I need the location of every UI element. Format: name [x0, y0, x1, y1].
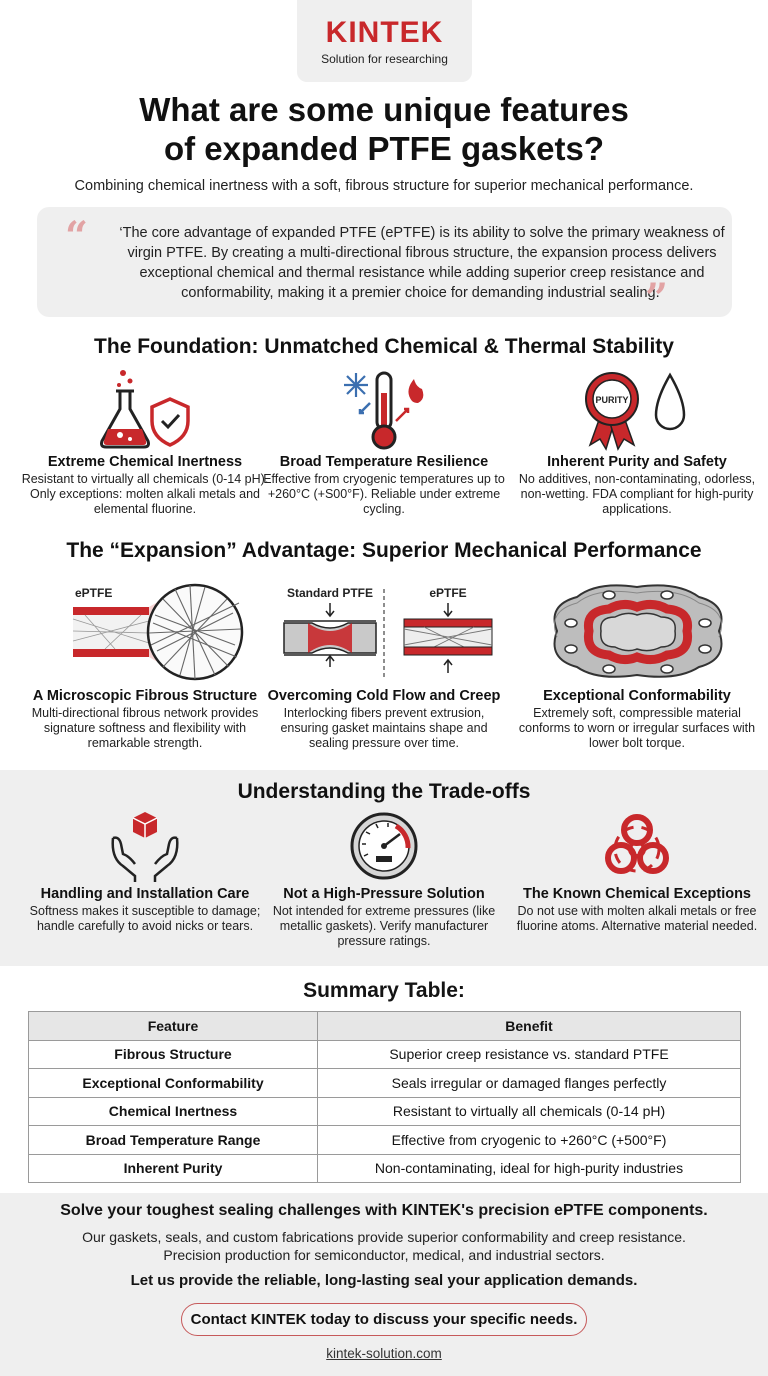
table-cell-benefit: Resistant to virtually all chemicals (0-14 pH)	[318, 1097, 741, 1126]
tradeoff-chemical-exceptions	[512, 806, 762, 934]
feature-temperature-resilience	[259, 362, 509, 517]
feature-description: Effective from cryogenic temperatures up to +260°C (+S00°F). Reliable under extreme cycling.	[263, 472, 505, 516]
table-cell-benefit: Effective from cryogenic to +260°C (+500°F)	[318, 1126, 741, 1155]
hands-box-icon	[20, 806, 270, 886]
brand-name: KINTEK	[325, 15, 444, 49]
purity-badge-text: PURITY	[595, 395, 629, 405]
flask-shield-icon	[20, 362, 270, 454]
table-row	[29, 1069, 741, 1098]
feature-description: Do not use with molten alkali metals or free fluorine atoms. Alternative material needed.	[516, 904, 758, 933]
summary-title: Summary Table:	[303, 979, 465, 1002]
feature-description: No additives, non-contaminating, odorless, non-wetting. FDA compliant for high-purity applications.	[518, 472, 756, 516]
section-title-tradeoffs: Understanding the Trade-offs	[237, 780, 531, 803]
table-cell-benefit: Non-contaminating, ideal for high-purity industries	[318, 1154, 741, 1183]
eptfe-label: ePTFE	[75, 585, 113, 600]
website-link[interactable]: kintek-solution.com	[326, 1346, 442, 1361]
feature-title: Extreme Chemical Inertness	[47, 454, 243, 470]
contact-button[interactable]: Contact KINTEK today to discuss your specific needs.	[181, 1303, 587, 1336]
feature-title: Not a High-Pressure Solution	[283, 886, 485, 902]
section-title-expansion: The “Expansion” Advantage: Superior Mechanical Performance	[66, 539, 702, 562]
table-cell-benefit: Superior creep resistance vs. standard PTFE	[318, 1040, 741, 1069]
brand-logo	[297, 0, 472, 82]
tradeoff-handling-care	[20, 806, 270, 934]
cta-headline: Solve your toughest sealing challenges with KINTEK's precision ePTFE components.	[60, 1202, 708, 1219]
cta-body	[0, 1228, 768, 1264]
page-title-line-2: of expanded PTFE gaskets?	[163, 130, 605, 167]
feature-purity-safety	[512, 362, 762, 517]
feature-description: Multi-directional fibrous network provides signature softness and flexibility with remarkable strength.	[31, 706, 259, 750]
table-row	[29, 1154, 741, 1183]
pressure-gauge-icon	[259, 806, 509, 886]
brand-tagline: Solution for researching	[321, 51, 448, 66]
feature-description: Interlocking fibers prevent extrusion, ensuring gasket maintains shape and sealing pressure over time.	[280, 706, 488, 750]
feature-title: Exceptional Conformability	[543, 688, 731, 704]
table-cell-feature: Fibrous Structure	[29, 1040, 318, 1069]
standard-ptfe-label: Standard PTFE	[286, 585, 374, 600]
feature-title: Inherent Purity and Safety	[547, 454, 727, 470]
feature-conformability	[512, 573, 762, 751]
table-cell-feature: Inherent Purity	[29, 1154, 318, 1183]
table-cell-feature: Chemical Inertness	[29, 1097, 318, 1126]
close-quote-icon: ”	[645, 275, 669, 322]
quote-box	[37, 207, 732, 322]
biohazard-icon	[512, 806, 762, 886]
page-subtitle: Combining chemical inertness with a soft, fibrous structure for superior mechanical performance.	[74, 178, 694, 194]
quote-text: ‘The core advantage of expanded PTFE (ePTFE) is its ability to solve the primary weakness of virgin PTFE. By creating a multi-directional fibrous structure, the expansion process delivers exceptional chemical and thermal resistance while adding superior creep resistance and conformability, making it a premier choice for demanding industrial sealing.’	[119, 225, 725, 301]
cta-body-line-1: Our gaskets, seals, and custom fabrications provide superior conformability and creep resistance.	[82, 1229, 686, 1245]
table-row	[29, 1126, 741, 1155]
fiber-magnify-icon	[20, 573, 270, 688]
table-cell-feature: Exceptional Conformability	[29, 1069, 318, 1098]
flange-gasket-icon	[512, 573, 762, 688]
section-title-foundation: The Foundation: Unmatched Chemical & Thermal Stability	[94, 335, 674, 358]
feature-title: Handling and Installation Care	[40, 886, 250, 902]
table-cell-feature: Broad Temperature Range	[29, 1126, 318, 1155]
feature-description: Resistant to virtually all chemicals (0-14 pH). Only exceptions: molten alkali metals and elemental fluorine.	[21, 472, 269, 516]
feature-description: Extremely soft, compressible material conforms to worn or irregular surfaces with lower bolt torque.	[518, 706, 756, 750]
feature-title: Broad Temperature Resilience	[279, 454, 489, 470]
feature-title: A Microscopic Fibrous Structure	[32, 688, 258, 704]
cta-body-line-2: Precision production for semiconductor, medical, and industrial sectors.	[163, 1247, 605, 1263]
table-cell-benefit: Seals irregular or damaged flanges perfectly	[318, 1069, 741, 1098]
page-title	[0, 90, 768, 168]
feature-cold-flow-creep	[259, 573, 509, 751]
feature-fibrous-structure	[20, 573, 270, 751]
table-row	[29, 1097, 741, 1126]
feature-description: Softness makes it susceptible to damage; handle carefully to avoid nicks or tears.	[29, 904, 261, 933]
table-row	[29, 1040, 741, 1069]
table-header-feature: Feature	[29, 1012, 318, 1041]
open-quote-icon: “	[65, 213, 89, 260]
feature-title: Overcoming Cold Flow and Creep	[267, 688, 501, 704]
eptfe-label-right: ePTFE	[429, 585, 467, 600]
table-header-row	[29, 1012, 741, 1041]
feature-chemical-inertness	[20, 362, 270, 517]
purity-badge-icon	[512, 362, 762, 454]
tradeoff-high-pressure	[259, 806, 509, 949]
feature-description: Not intended for extreme pressures (like metallic gaskets). Verify manufacturer pressure ratings.	[272, 904, 496, 948]
table-header-benefit: Benefit	[318, 1012, 741, 1041]
thermometer-icon	[259, 362, 509, 454]
page-title-line-1: What are some unique features	[139, 91, 629, 128]
cta-emphasis: Let us provide the reliable, long-lasting seal your application demands.	[130, 1272, 638, 1289]
summary-table	[28, 1011, 741, 1183]
compression-compare-icon	[259, 573, 509, 688]
feature-title: The Known Chemical Exceptions	[522, 886, 751, 902]
